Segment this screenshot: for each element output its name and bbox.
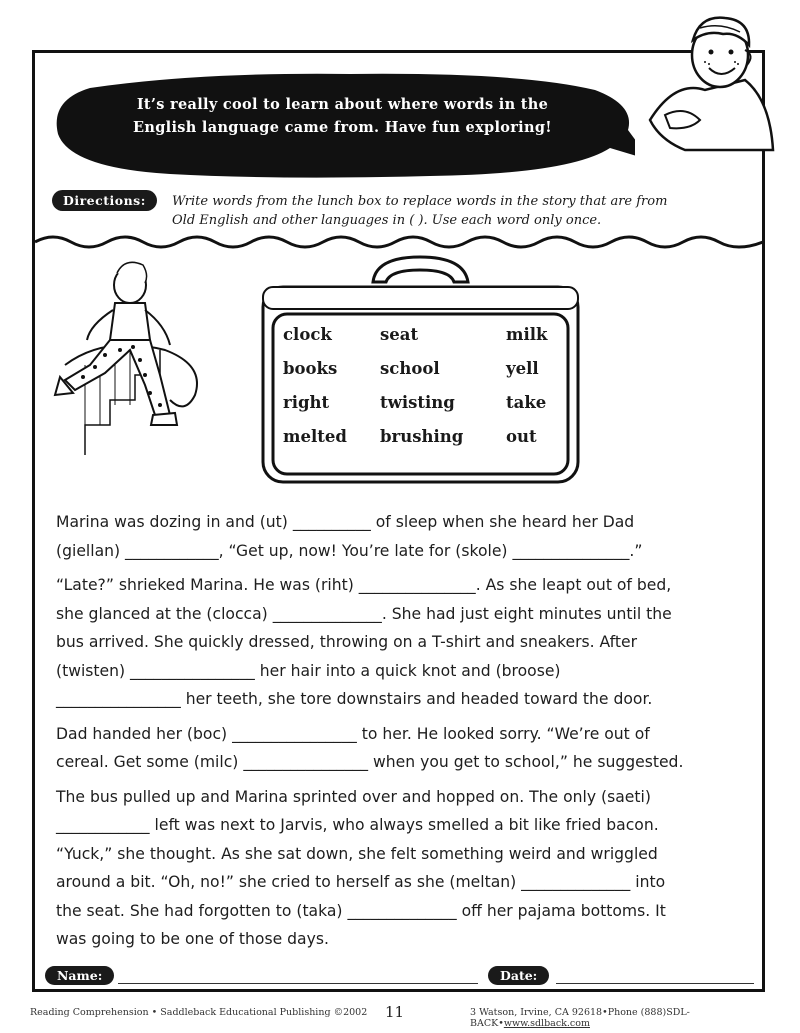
- story-line: she glanced at the (clocca) ______________. She had just eight minutes until the: [56, 604, 672, 623]
- boy-illustration-icon: [645, 10, 775, 155]
- date-label: Date:: [488, 966, 549, 985]
- story-line: “Late?” shrieked Marina. He was (riht) _______________. As she leapt out of bed,: [56, 576, 672, 594]
- story-line: cereal. Get some (milc) ________________ when you get to school,” he suggested.: [56, 753, 684, 771]
- footer-publisher: Reading Comprehension • Saddleback Educational Publishing ©2002: [30, 1007, 368, 1018]
- footer-url-link[interactable]: www.sdlback.com: [503, 1018, 590, 1029]
- word-bank-item: twisting: [380, 393, 455, 412]
- word-bank-item: brushing: [380, 427, 464, 446]
- story-line: the seat. She had forgotten to (taka) ______________ off her pajama bottoms. It: [56, 901, 666, 920]
- date-field-line[interactable]: [556, 983, 754, 984]
- directions-badge: Directions:: [52, 190, 157, 211]
- word-bank-item: school: [380, 359, 440, 378]
- footer-address: 3 Watson, Irvine, CA 92618•Phone (888)SDL-BACK•: [470, 1007, 690, 1029]
- bubble-line-2: English language came from. Have fun exploring!: [133, 119, 552, 136]
- name-field-line[interactable]: [118, 983, 478, 984]
- story-line: The bus pulled up and Marina sprinted over and hopped on. The only (saeti): [56, 787, 651, 806]
- word-bank-item: yell: [506, 359, 539, 378]
- story-line: “Yuck,” she thought. As she sat down, she felt something weird and wriggled: [56, 844, 658, 863]
- word-bank-item: seat: [380, 325, 419, 344]
- story-line: bus arrived. She quickly dressed, throwing on a T-shirt and sneakers. After: [56, 633, 637, 651]
- story-line: Marina was dozing in and (ut) __________ of sleep when she heard her Dad: [56, 513, 635, 531]
- bubble-line-1: It’s really cool to learn about where words in the: [136, 96, 549, 113]
- girl-on-stairs-illustration-icon: [45, 255, 220, 455]
- story-line: ____________ left was next to Jarvis, who always smelled a bit like fried bacon.: [56, 816, 659, 834]
- word-bank-item: right: [283, 393, 330, 412]
- story-line: (giellan) ____________, “Get up, now! You’re late for (skole) _______________.”: [56, 541, 643, 560]
- word-bank-item: take: [506, 393, 547, 412]
- story-paragraph-4: [56, 783, 756, 954]
- page-number: 11: [385, 1003, 405, 1021]
- lunchbox-word-bank: [283, 325, 563, 446]
- story-paragraph-1: [56, 508, 756, 565]
- name-label: Name:: [45, 966, 114, 985]
- story-line: was going to be one of those days.: [56, 930, 329, 948]
- story-line: Dad handed her (boc) ________________ to her. He looked sorry. “We’re out of: [56, 724, 650, 743]
- story-line: around a bit. “Oh, no!” she cried to herself as she (meltan) ______________ into: [56, 873, 666, 891]
- directions-text: Write words from the lunch box to replace words in the story that are from Old English and other languages in ( ). Use each word only once.: [172, 194, 668, 228]
- story-paragraph-2: [56, 571, 756, 714]
- footer-contact: [470, 1007, 800, 1029]
- story-line: ________________ her teeth, she tore downstairs and headed toward the door.: [56, 690, 653, 708]
- word-bank-item: melted: [283, 427, 347, 446]
- word-bank-item: books: [283, 359, 338, 378]
- story-line: (twisten) ________________ her hair into a quick knot and (broose): [56, 661, 561, 680]
- word-bank-item: out: [506, 427, 537, 446]
- wavy-divider: [35, 232, 763, 252]
- speech-bubble-text: [95, 93, 590, 139]
- story-paragraph-3: [56, 720, 756, 777]
- story-text: [56, 508, 756, 960]
- word-bank-item: milk: [506, 325, 548, 344]
- word-bank-item: clock: [283, 325, 332, 344]
